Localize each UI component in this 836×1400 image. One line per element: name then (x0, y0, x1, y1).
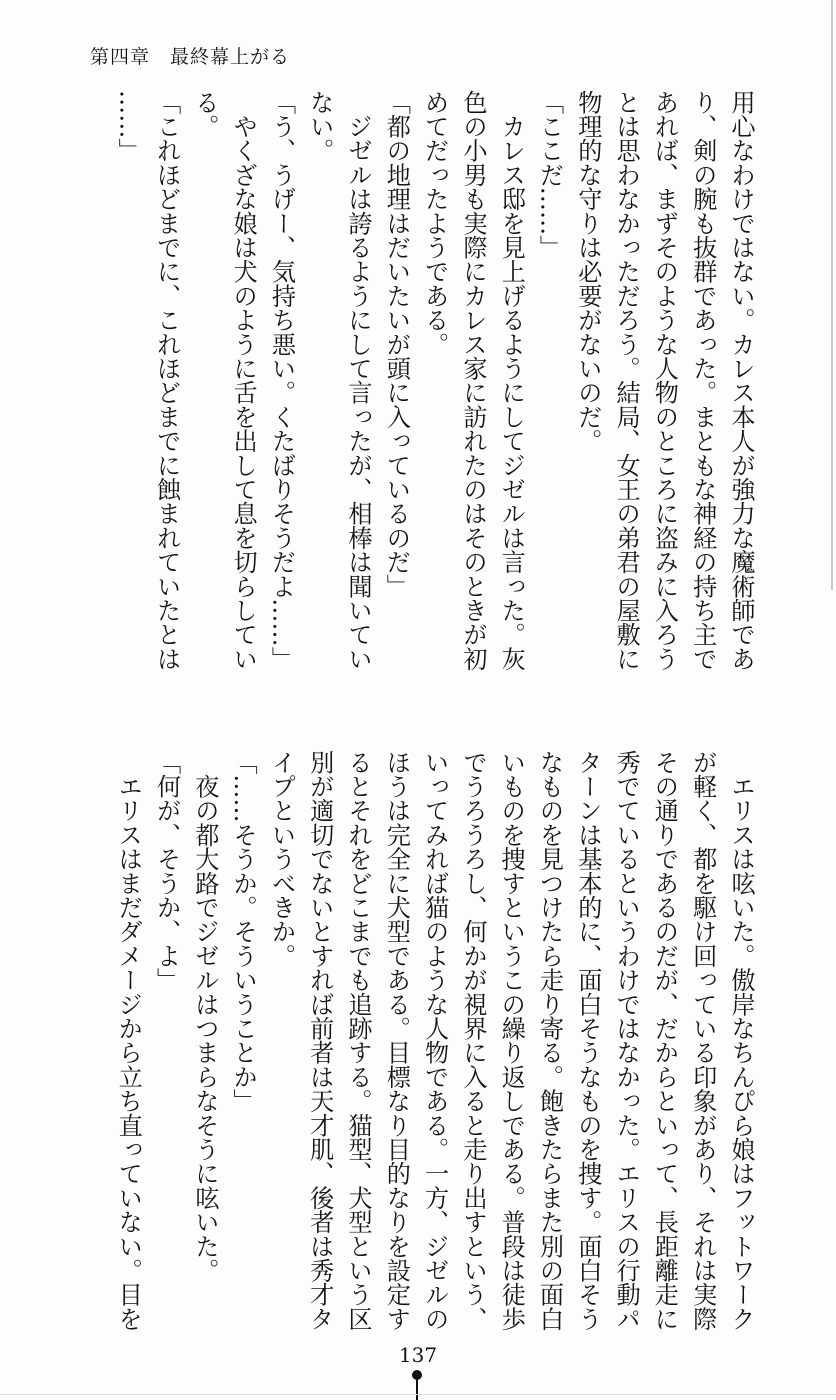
text-column: ほうは完全に犬型である。目標なり目的なりを設定す (382, 750, 411, 1331)
text-column: なものを見つけたら走り寄る。飽きたらまた別の面白 (535, 750, 564, 1331)
text-column: でうろうろし、何かが視界に入ると走り出すという、 (458, 750, 487, 1331)
text-column: 用心なわけではない。カレス本人が強力な魔術師であ (727, 90, 755, 671)
text-column: ジゼルは誇るようにして言ったが、相棒は聞いてい (344, 90, 373, 671)
text-column: が軽く、都を駆け回っている印象があり、それは実際 (688, 750, 717, 1331)
text-column: エリスはまだダメージから立ち直っていない。目を (114, 750, 143, 1331)
text-column: ……」 (114, 90, 143, 163)
text-column: いってみれば猫のような人物である。一方、ジゼルの (420, 750, 449, 1331)
text-column: カレス邸を見上げるようにしてジゼルは言った。灰 (497, 90, 526, 671)
text-column: ない。 (305, 90, 334, 163)
text-column: エリスは呟いた。傲岸なちんぴら娘はフットワーク (727, 750, 755, 1331)
page-number: 137 (398, 1343, 438, 1367)
running-header-chapter-title: 第四章 最終幕上がる (90, 46, 291, 68)
bottom-rule (0, 1394, 836, 1395)
text-column: 別が適切でないとすれば前者は天才肌、後者は秀才タ (305, 750, 334, 1331)
text-column: 「これほどまでに、これほどまでに蝕まれていたとは (152, 90, 181, 671)
text-block-upper (109, 90, 760, 680)
page-edge-line (831, 0, 833, 590)
text-column: 秀でているというわけではなかった。エリスの行動パ (612, 750, 641, 1331)
text-block-lower (109, 750, 760, 1340)
text-column: 夜の都大路でジゼルはつまらなそうに呟いた。 (190, 750, 219, 1283)
text-column: いものを捜すというこの繰り返しである。普段は徒歩 (497, 750, 526, 1331)
text-column: 色の小男も実際にカレス家に訪れたのはそのときが初 (458, 90, 487, 671)
text-column: めてだったようである。 (420, 90, 449, 357)
text-column: イプというべきか。 (267, 750, 296, 968)
text-column: 「何が、そうか、よ」 (152, 750, 181, 992)
text-column: ターンは基本的に、面白そうなものを捜す。面白そう (573, 750, 602, 1331)
text-column: 「……そうか。そういうことか」 (229, 750, 258, 1113)
text-column: 「都の地理はだいたいが頭に入っているのだ」 (382, 90, 411, 599)
text-column: やくざな娘は犬のように舌を出して息を切らしてい (229, 90, 258, 671)
text-column: 「う、うげー、気持ち悪い。くたばりそうだよ……」 (267, 90, 296, 671)
text-column: 物理的な守りは必要がないのだ。 (573, 90, 602, 453)
page-marker-line (416, 1378, 418, 1400)
text-column: 「ここだ……」 (535, 90, 564, 260)
text-column: り、剣の腕も抜群であった。まともな神経の持ち主で (688, 90, 717, 671)
text-column: あれば、まずそのような人物のところに盗みに入ろう (650, 90, 679, 671)
text-column: その通りであるのだが、だからといって、長距離走に (650, 750, 679, 1331)
text-column: る。 (190, 90, 219, 139)
text-column: るとそれをどこまでも追跡する。猫型、犬型という区 (344, 750, 373, 1331)
text-column: とは思わなかっただろう。結局、女王の弟君の屋敷に (612, 90, 641, 671)
